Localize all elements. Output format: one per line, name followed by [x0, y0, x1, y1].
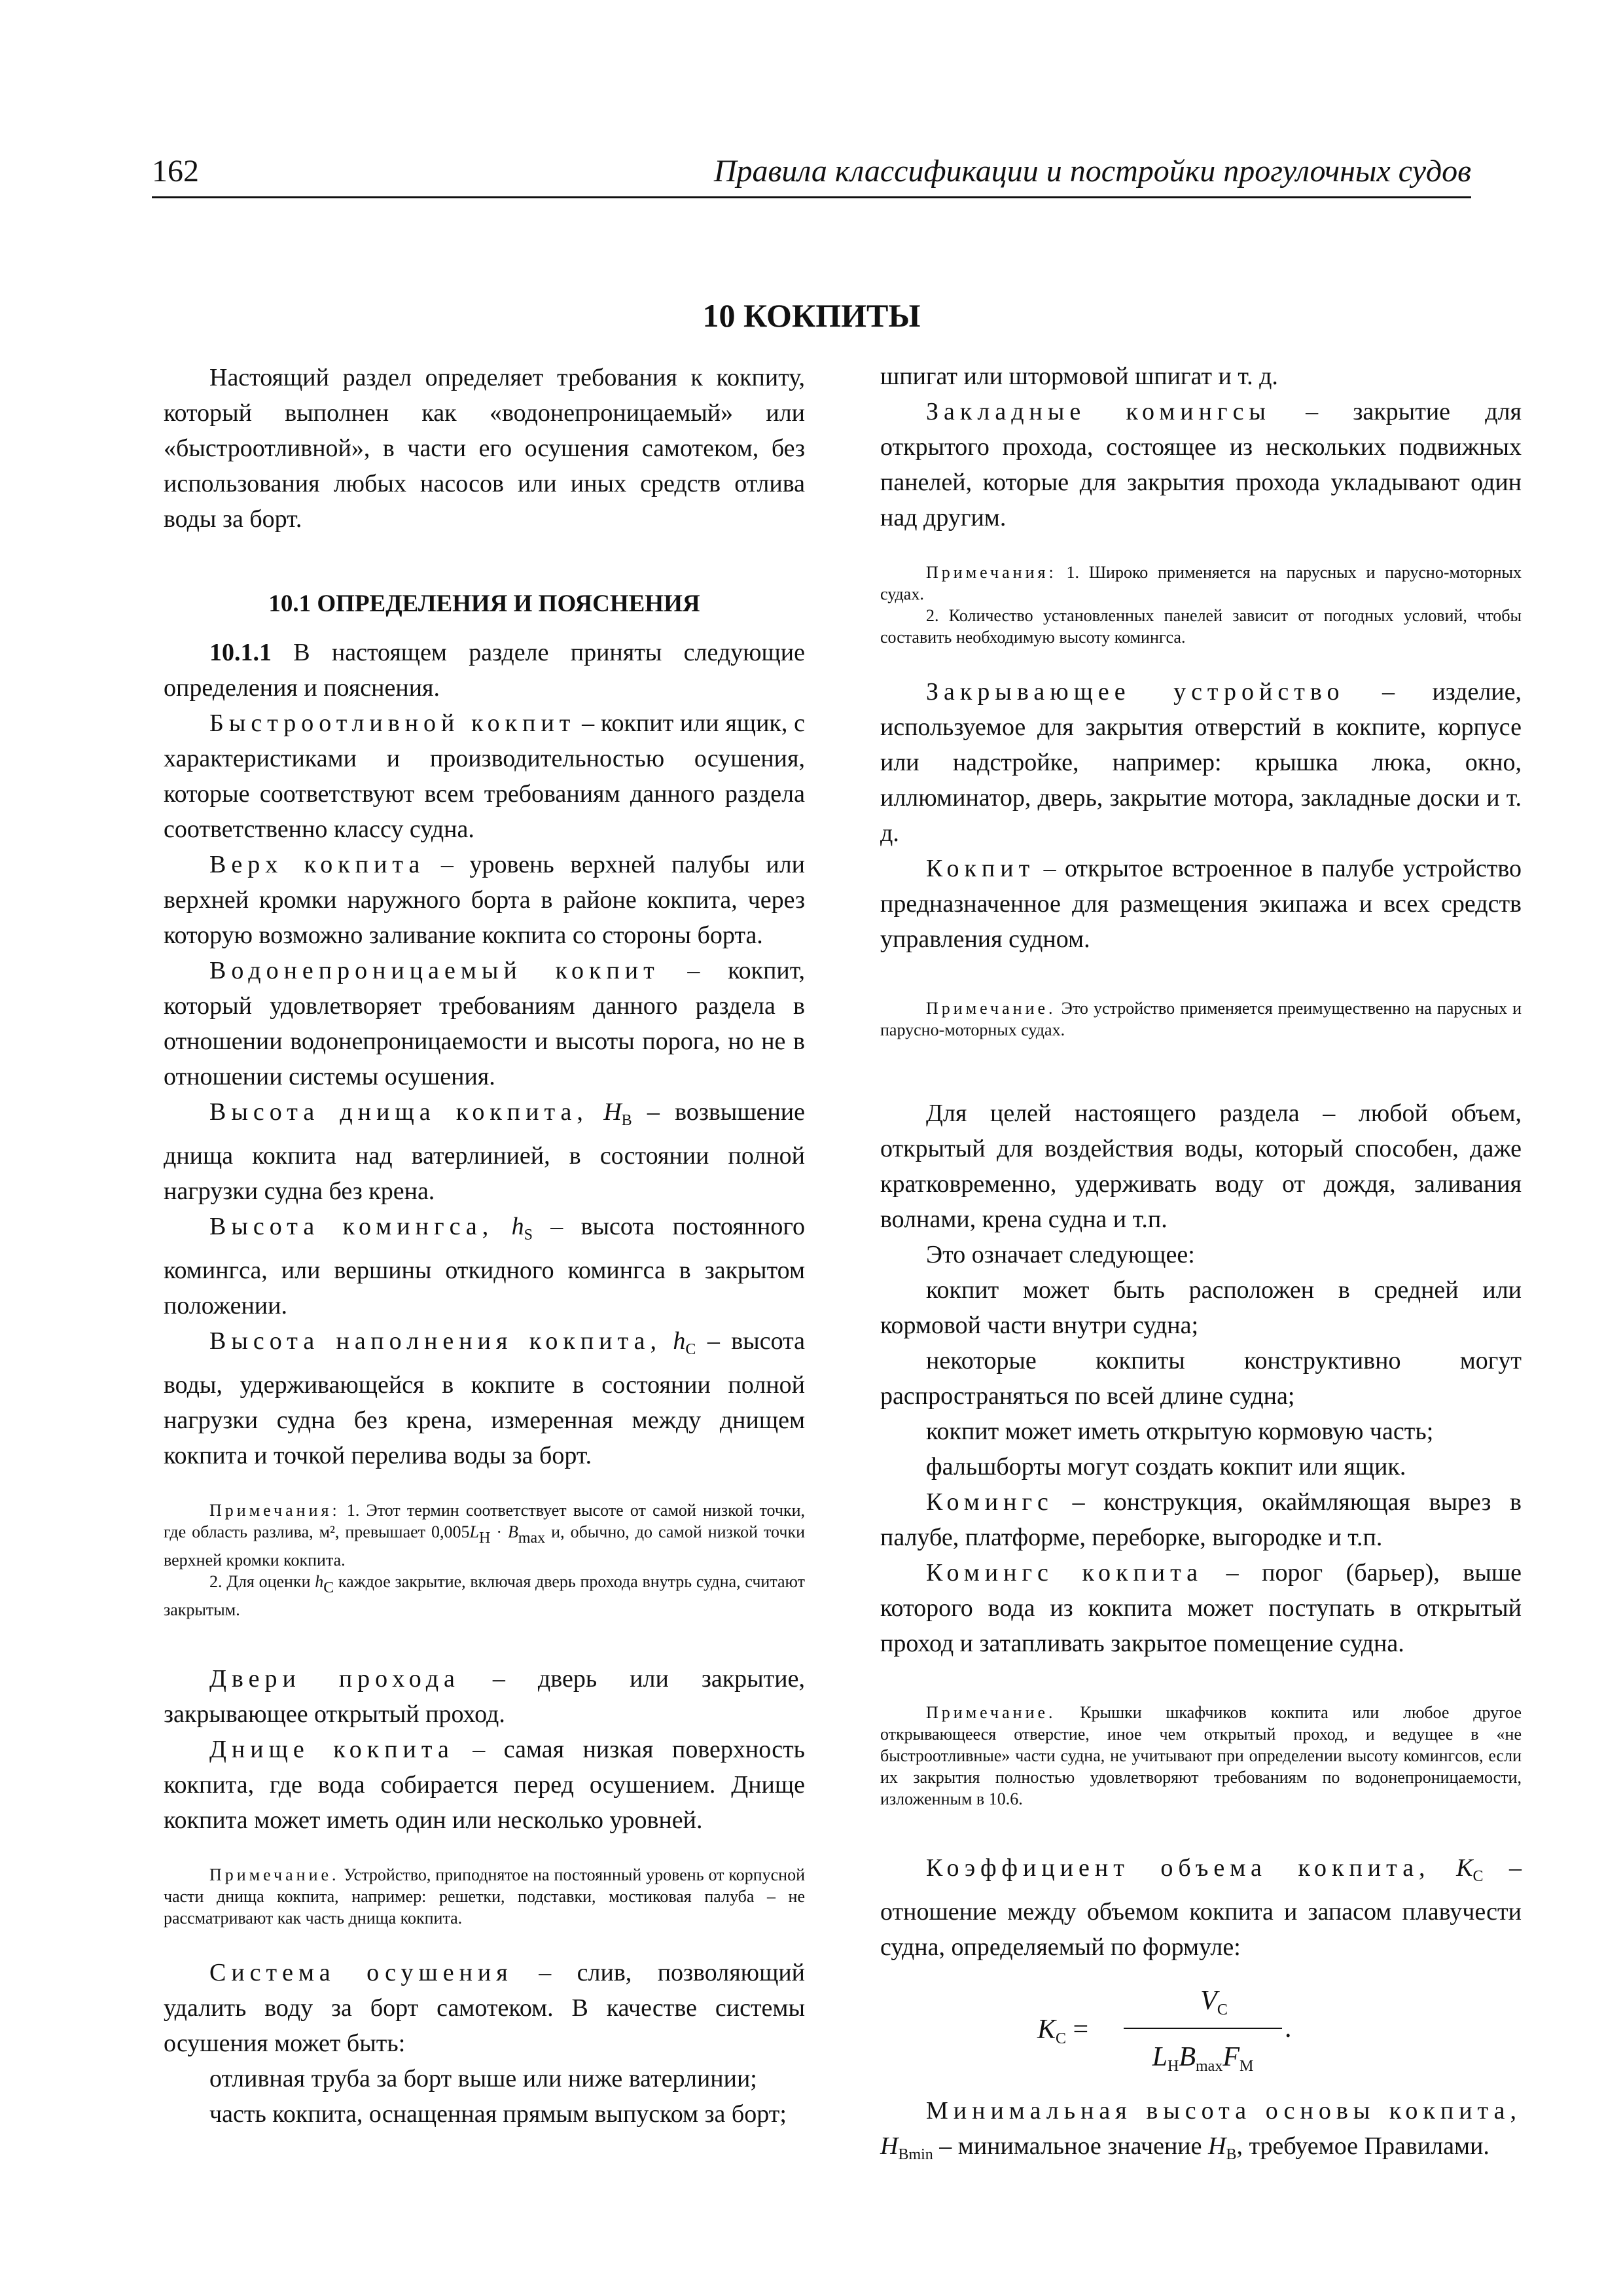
list-item: часть кокпита, оснащенная прямым выпуском за борт;: [209, 2100, 787, 2128]
note-label: Примечания:: [209, 1501, 340, 1520]
symbol: K: [1456, 1854, 1473, 1882]
symbol: h: [673, 1327, 686, 1355]
running-title: Правила классификации и постройки прогулочных судов: [713, 154, 1471, 188]
continued-text: шпигат или штормовой шпигат и т. д.: [880, 363, 1278, 390]
chapter-title: 10 КОКПИТЫ: [702, 297, 921, 334]
note-3: Примечание. Устройство, приподнятое на постоянный уровень от корпусной части днища кокпита, например: решетки, подставки, мостиковая палуба – не рассматривают как часть днища кокпита.: [164, 1865, 805, 1928]
formula-lhs: $K_C$ =: [1037, 2015, 1089, 2047]
definition-cockpit-top: Верх кокпита – уровень верхней палубы или верхней кромки наружного борта в районе кокпита, через которую возможно заливание кокпита со стороны борта.: [164, 851, 805, 949]
definition-cockpit-coaming: Комингс кокпита – порог (барьер), выше которого вода из кокпита может поступать в открытый проход и затапливать закрытое помещение судна.: [880, 1559, 1522, 1657]
list-item: фальшборты могут создать кокпит или ящик.: [926, 1453, 1406, 1480]
page-number: 162: [152, 154, 199, 188]
list-item: некоторые кокпиты конструктивно могут распространяться по всей длине судна;: [880, 1347, 1522, 1410]
list-item: кокпит может быть расположен в средней или кормовой части внутри судна;: [880, 1276, 1522, 1339]
definition-term: Высота днища кокпита,: [209, 1098, 588, 1126]
symbol: h: [511, 1213, 524, 1240]
definition-drop-boards: Закладные комингсы – закрытие для открытого прохода, состоящее из нескольких подвижных панелей, которые для закрытия прохода укладывают один над другим.: [880, 398, 1522, 531]
definition-closing-device: Закрывающее устройство – изделие, используемое для закрытия отверстий в кокпите, корпусе или надстройке, например: крышка люка, окно, иллюминатор, дверь, закрытие мотора, закладные доски и т. д.: [880, 678, 1522, 847]
list-item: отливная труба за борт выше или ниже ватерлинии;: [209, 2065, 757, 2092]
formula-period: .: [1285, 2013, 1292, 2043]
definition-term: Кокпит: [926, 855, 1035, 882]
definition-term: Быстроотливной кокпит: [209, 709, 576, 737]
paragraph-10-1-1: 10.1.1 В настоящем разделе приняты следующие определения и пояснения.: [164, 639, 805, 702]
definition-term: Закрывающее устройство: [926, 678, 1345, 706]
meaning-paragraph: Это означает следующее:: [926, 1241, 1195, 1268]
intro-paragraph: Настоящий раздел определяет требования к кокпиту, который выполнен как «водонепроницаемый» или «быстроотливной», в части его осушения самотеком, без использования любых насосов или иных средств отлива воды за борт.: [164, 364, 805, 533]
definition-term: Минимальная высота основы кокпита,: [926, 2097, 1522, 2125]
definition-min-base-height: Минимальная высота основы кокпита, $H_{Bmin}$ – минимальное значение $H_B$, требуемое Правилами.: [880, 2097, 1522, 2163]
definition-term: Двери прохода: [209, 1665, 460, 1693]
definition-term: Комингс: [926, 1488, 1054, 1516]
note-4: Примечания: 1. Широко применяется на парусных и парусно-моторных судах.: [880, 563, 1522, 603]
definition-term: Коэффициент объема кокпита,: [926, 1854, 1431, 1882]
definition-cockpit-bottom: Днище кокпита – самая низкая поверхность кокпита, где вода собирается перед осушением. Днище кокпита может иметь один или несколько уровней.: [164, 1736, 805, 1834]
note-label: Примечание.: [209, 1865, 340, 1884]
definition-coaming-height: Высота комингса, $h_S$ – высота постоянного комингса, или вершины откидного комингса в закрытом положении.: [164, 1213, 805, 1319]
definition-coaming: Комингс – конструкция, окаймляющая вырез в палубе, платформе, переборке, выгородке и т.п.: [880, 1488, 1522, 1551]
note-7: Примечание. Крышки шкафчиков кокпита или любое другое открывающееся отверстие, иное чем открытый проход, и ведущее в «не быстроотливные» части судна, не учитывают при определении высоту комингсов, если их закрытия полностью удовлетворяют требованиям по водонепроницаемости, изложенным в 10.6.: [880, 1703, 1522, 1808]
symbol: H: [880, 2132, 899, 2160]
note-1: Примечания: 1. Этот термин соответствует высоте от самой низкой точки, где область разлива, м², превышает 0,005LH · Bmax и, обычно, до самой низкой точки верхней кромки кокпита.: [164, 1501, 805, 1570]
note-6: Примечание. Это устройство применяется преимущественно на парусных и парусно-моторных судах.: [880, 999, 1522, 1039]
note-2: 2. Для оценки hC каждое закрытие, включая дверь прохода внутрь судна, считают закрытым.: [164, 1572, 805, 1619]
definition-term: Комингс кокпита: [926, 1559, 1204, 1587]
fraction-bar: [1124, 2028, 1282, 2029]
right-column: [880, 359, 1522, 2172]
definition-cockpit: Кокпит – открытое встроенное в палубе устройство предназначенное для размещения экипажа и всех средств управления судном.: [880, 855, 1522, 953]
definition-watertight: Водонепроницаемый кокпит – кокпит, который удовлетворяет требованиям данного раздела в отношении водонепроницаемости и высоты порога, но не в отношении системы осушения.: [164, 957, 805, 1090]
symbol: H: [603, 1098, 622, 1126]
left-column: [164, 360, 805, 2132]
definition-term: Высота комингса,: [209, 1213, 494, 1240]
definition-passage-door: Двери прохода – дверь или закрытие, закрывающее открытый проход.: [164, 1665, 805, 1728]
definition-term: Днище кокпита: [209, 1736, 454, 1763]
definition-term: Закладные комингсы: [926, 398, 1271, 425]
purpose-paragraph: Для целей настоящего раздела – любой объем, открытый для воздействия воды, который способен, даже кратковременно, удерживать воду от дождя, заливания волнами, крена судна и т.п.: [880, 1100, 1522, 1233]
definition-volume-coefficient: Коэффициент объема кокпита, $K_C$ – отношение между объемом кокпита и запасом плавучести судна, определяемый по формуле:: [880, 1854, 1522, 1961]
volume-coefficient-formula: [880, 1977, 1522, 2088]
definition-fast-draining: Быстроотливной кокпит – кокпит или ящик, с характеристиками и производительностью осушения, которые соответствуют всем требованиям данного раздела соответственно классу судна.: [164, 709, 805, 843]
header-rule: [152, 196, 1471, 198]
note-label: Примечание.: [926, 1703, 1056, 1722]
note-label: Примечание.: [926, 999, 1056, 1018]
definition-term: Водонепроницаемый кокпит: [209, 957, 660, 984]
note-5: 2. Количество установленных панелей зависит от погодных условий, чтобы составить необходимую высоту комингса.: [880, 606, 1522, 647]
definition-fill-height: Высота наполнения кокпита, $h_C$ – высота воды, удерживающейся в кокпите в состоянии полной нагрузки судна без крена, измеренная между днищем кокпита и точкой перелива воды за борт.: [164, 1327, 806, 1469]
note-label: Примечания:: [926, 563, 1057, 582]
section-title: 10.1 ОПРЕДЕЛЕНИЯ И ПОЯСНЕНИЯ: [268, 590, 700, 617]
definition-term: Система осушения: [209, 1959, 513, 1986]
list-item: кокпит может иметь открытую кормовую часть;: [926, 1418, 1434, 1445]
definition-term: Высота наполнения кокпита,: [209, 1327, 662, 1355]
paragraph-number: 10.1.1: [209, 639, 272, 666]
definition-term: Верх кокпита: [209, 851, 425, 878]
formula-denominator: $L_HB_{max}F_M$: [1152, 2042, 1254, 2075]
formula-numerator: $V_C$: [1200, 1986, 1228, 2018]
definition-bottom-height: Высота днища кокпита, $H_B$ – возвышение днища кокпита над ватерлинией, в состоянии полной нагрузки судна без крена.: [164, 1098, 805, 1205]
definition-drain-system: Система осушения – слив, позволяющий удалить воду за борт самотеком. В качестве системы осушения может быть:: [164, 1959, 806, 2057]
